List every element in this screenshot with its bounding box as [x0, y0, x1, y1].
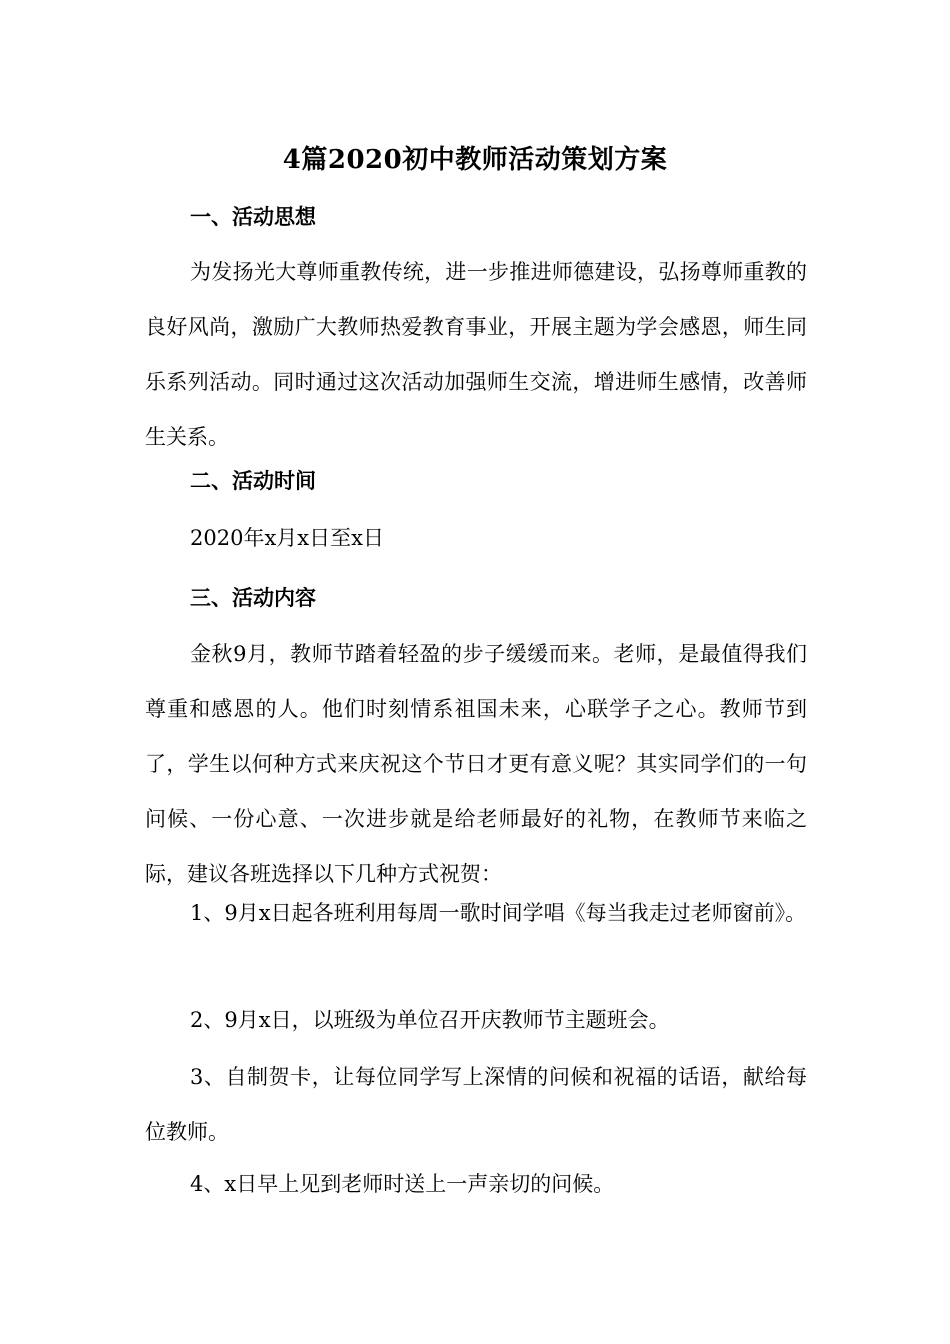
- list-item-4: 4、x日早上见到老师时送上一声亲切的问候。: [190, 1172, 615, 1196]
- section-heading-activity-idea: 一、活动思想: [190, 204, 316, 229]
- paragraph-activity-content: 金秋9月，教师节踏着轻盈的步子缓缓而来。老师，是最值得我们尊重和感恩的人。他们时刻情系祖国未来，心联学子之心。教师节到了，学生以何种方式来庆祝这个节日才更有意义呢？其实同学们的一句问候、一份心意、一次进步就是给老师最好的礼物，在教师节来临之际，建议各班选择以下几种方式祝贺：: [145, 642, 807, 886]
- list-item-3: 3、自制贺卡，让每位同学写上深情的问候和祝福的话语，献给每位教师。: [145, 1065, 807, 1144]
- paragraph-activity-time: 2020年x月x日至x日: [190, 526, 384, 550]
- section-heading-activity-content: 三、活动内容: [190, 585, 316, 610]
- list-item-2: 2、9月x日，以班级为单位召开庆教师节主题班会。: [190, 1008, 670, 1032]
- section-heading-activity-time: 二、活动时间: [190, 468, 316, 493]
- document-title: 4篇2020初中教师活动策划方案: [282, 145, 668, 175]
- paragraph-activity-idea: 为发扬光大尊师重教传统，进一步推进师德建设，弘扬尊师重教的良好风尚，激励广大教师热爱教育事业，开展主题为学会感恩，师生同乐系列活动。同时通过这次活动加强师生交流，增进师生感情，改善师生关系。: [145, 260, 807, 449]
- list-item-1: 1、9月x日起各班利用每周一歌时间学唱《每当我走过老师窗前》。: [190, 901, 807, 925]
